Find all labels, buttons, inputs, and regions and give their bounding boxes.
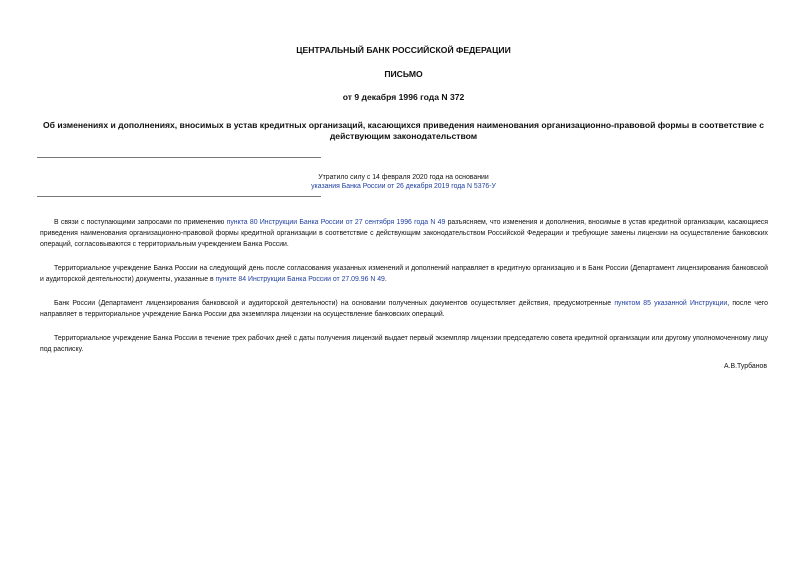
divider-top — [37, 157, 321, 158]
document-date-number: от 9 декабря 1996 года N 372 — [342, 92, 465, 102]
paragraph-4 — [40, 333, 768, 355]
paragraph-text: В связи с поступающими запросами по применению — [54, 219, 227, 226]
paragraph-text: Банк России (Департамент лицензирования банковской и аудиторской деятельности) на основании полученных документов осуществляет действия, предусмотренные — [54, 300, 615, 307]
paragraph-text: , после чего направляет в территориальное учреждение Банка России два экземпляра лицензии на осуществление банковских операций. — [40, 300, 769, 318]
reference-link-instruction-p85[interactable]: пунктом 85 указанной Инструкции — [614, 300, 728, 307]
paragraph-2 — [40, 263, 768, 285]
paragraph-text: . — [384, 276, 387, 283]
document-body — [40, 217, 768, 368]
paragraph-text: разъясняем, что изменения и дополнения, вносимые в устав кредитной организации, касающиеся приведения наименования организационно-правовой формы кредитной организации в соответствие с действующим законодательством Российской Федерации и требующие замены лицензии на осуществление банковских операций, согласовываются с территориальным учреждением Банка России. — [40, 219, 768, 248]
document-type: ПИСЬМО — [384, 69, 423, 79]
paragraph-text: Территориальное учреждение Банка России на следующий день после согласования указанных изменений и дополнений направляет в кредитную организацию и в Банк России (Департамент лицензирования банковской и аудиторской деятельности) документы, указанные в — [40, 265, 768, 283]
paragraph-3 — [40, 298, 768, 320]
reference-link-instruction-49-p80[interactable]: пункта 80 Инструкции Банка России от 27 сентября 1996 года N 49 — [226, 219, 446, 226]
issuing-organization: ЦЕНТРАЛЬНЫЙ БАНК РОССИЙСКОЙ ФЕДЕРАЦИИ — [296, 45, 511, 55]
status-reference-link[interactable]: указания Банка России от 26 декабря 2019 года N 5376-У — [311, 183, 496, 190]
document-title: Об изменениях и дополнениях, вносимых в устав кредитных организаций, касающихся приведения наименования организационно-правовой формы в соответствие с действующим законодательством — [43, 120, 764, 141]
reference-link-instruction-49-p84[interactable]: пункте 84 Инструкции Банка России от 27.09.96 N 49 — [215, 276, 385, 283]
paragraph-text: Территориальное учреждение Банка России в течение трех рабочих дней с даты получения лицензий выдает первый экземпляр лицензии председателю совета кредитной организации или другому уполномоченному лицу под расписку. — [40, 335, 768, 353]
paragraph-1 — [40, 217, 768, 250]
divider-bottom — [37, 196, 321, 197]
signature: А.В.Турбанов — [724, 363, 767, 370]
status-note: Утратило силу с 14 февраля 2020 года на основании — [318, 174, 489, 181]
